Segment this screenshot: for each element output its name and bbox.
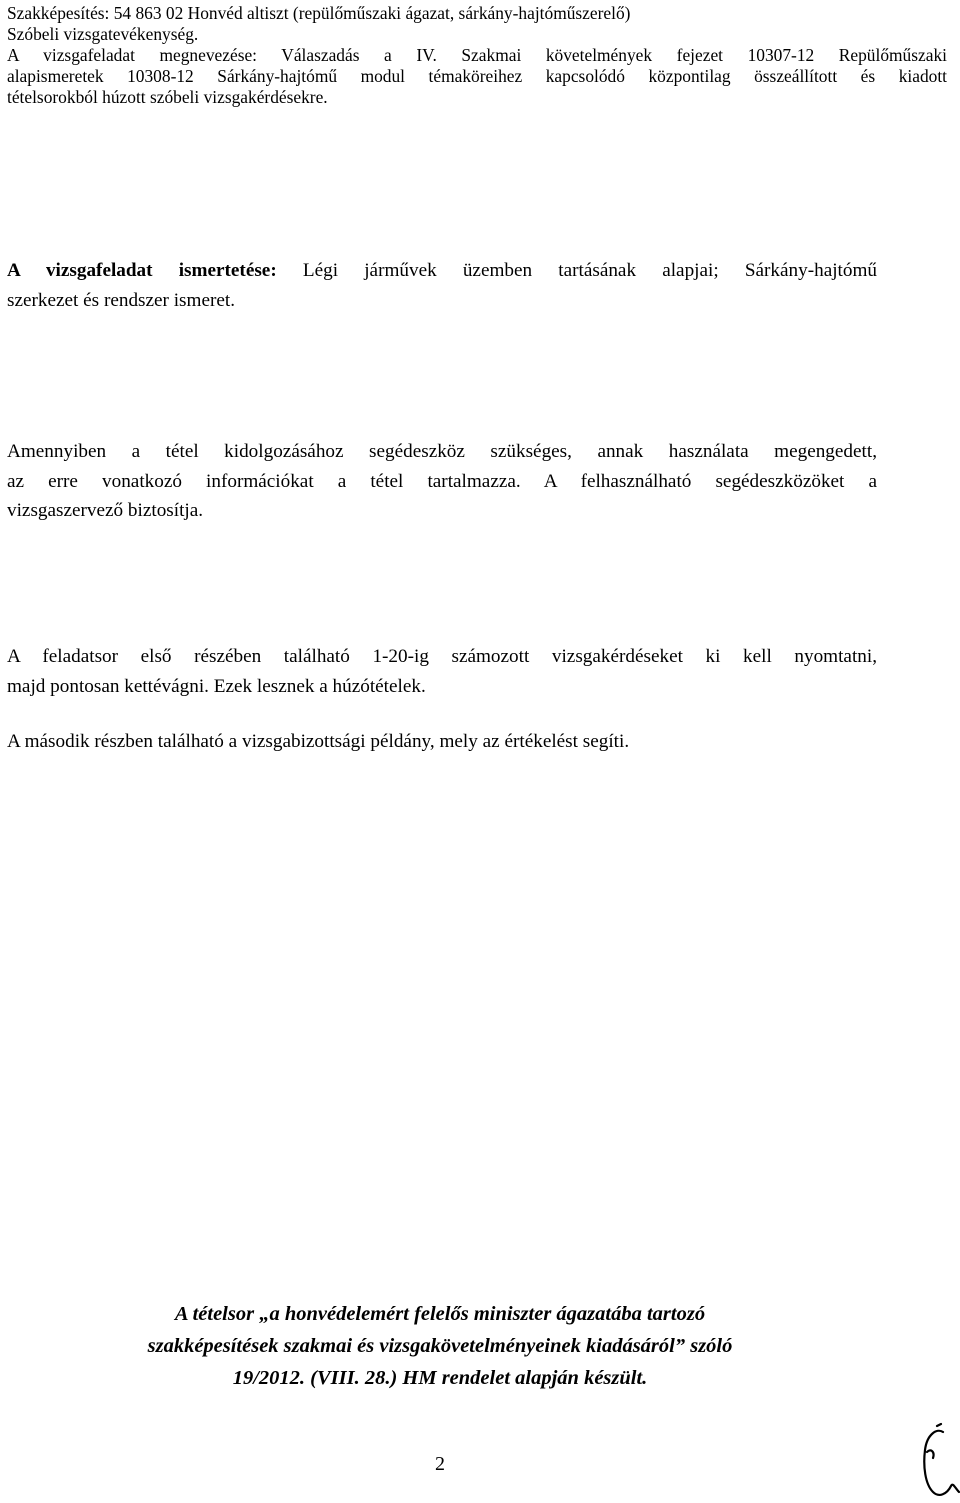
first-part-paragraph (7, 642, 877, 701)
header-line: A vizsgafeladat megnevezése: Válaszadás a IV. Szakmai követelmények fejezet 10307-12 Repülőműszaki (7, 45, 947, 65)
paragraph-line: vizsgaszervező biztosítja. (7, 500, 204, 521)
task-description-label: A vizsgafeladat ismertetése: (7, 260, 277, 281)
header-line: Szakképesítés: 54 863 02 Honvéd altiszt (repülőműszaki ágazat, sárkány-hajtóműszerelő) (7, 3, 631, 23)
task-description-line (7, 256, 877, 286)
task-description-line: szerkezet és rendszer ismeret. (7, 289, 235, 311)
header-line: alapismeretek 10308-12 Sárkány-hajtómű modul témaköreihez kapcsolódó központilag összeállított és kiadott (7, 66, 947, 86)
paragraph-line: A második részben található a vizsgabizottsági példány, mely az értékelést segíti. (7, 731, 630, 752)
header-line: tételsorokból húzott szóbeli vizsgakérdésekre. (7, 87, 328, 107)
document-header (7, 3, 947, 108)
paragraph-line: az erre vonatkozó információkat a tétel tartalmazza. A felhasználható segédeszközöket a (7, 470, 877, 492)
legal-basis-note (0, 1298, 880, 1394)
task-description-text: Légi járművek üzemben tartásának alapjai; Sárkány-hajtómű (276, 260, 877, 281)
legal-basis-line: A tételsor „a honvédelemért felelős miniszter ágazatába tartozó (174, 1303, 706, 1325)
task-description (7, 256, 877, 315)
paragraph-line: Amennyiben a tétel kidolgozásához segédeszköz szükséges, annak használata megengedett, (7, 441, 877, 462)
page-number: 2 (435, 1453, 445, 1475)
second-part-paragraph (7, 727, 877, 757)
signature-mark (915, 1422, 960, 1503)
paragraph-line: majd pontosan kettévágni. Ezek lesznek a húzótételek. (7, 675, 426, 697)
paragraph-line: A feladatsor első részében található 1-20-ig számozott vizsgakérdéseket ki kell nyomtatni, (7, 646, 877, 667)
legal-basis-line: 19/2012. (VIII. 28.) HM rendelet alapján készült. (232, 1367, 648, 1389)
header-line: Szóbeli vizsgatevékenység. (7, 24, 199, 44)
legal-basis-line: szakképesítések szakmai és vizsgakövetelményeinek kiadásáról” szóló (147, 1335, 733, 1357)
aids-paragraph (7, 437, 877, 526)
